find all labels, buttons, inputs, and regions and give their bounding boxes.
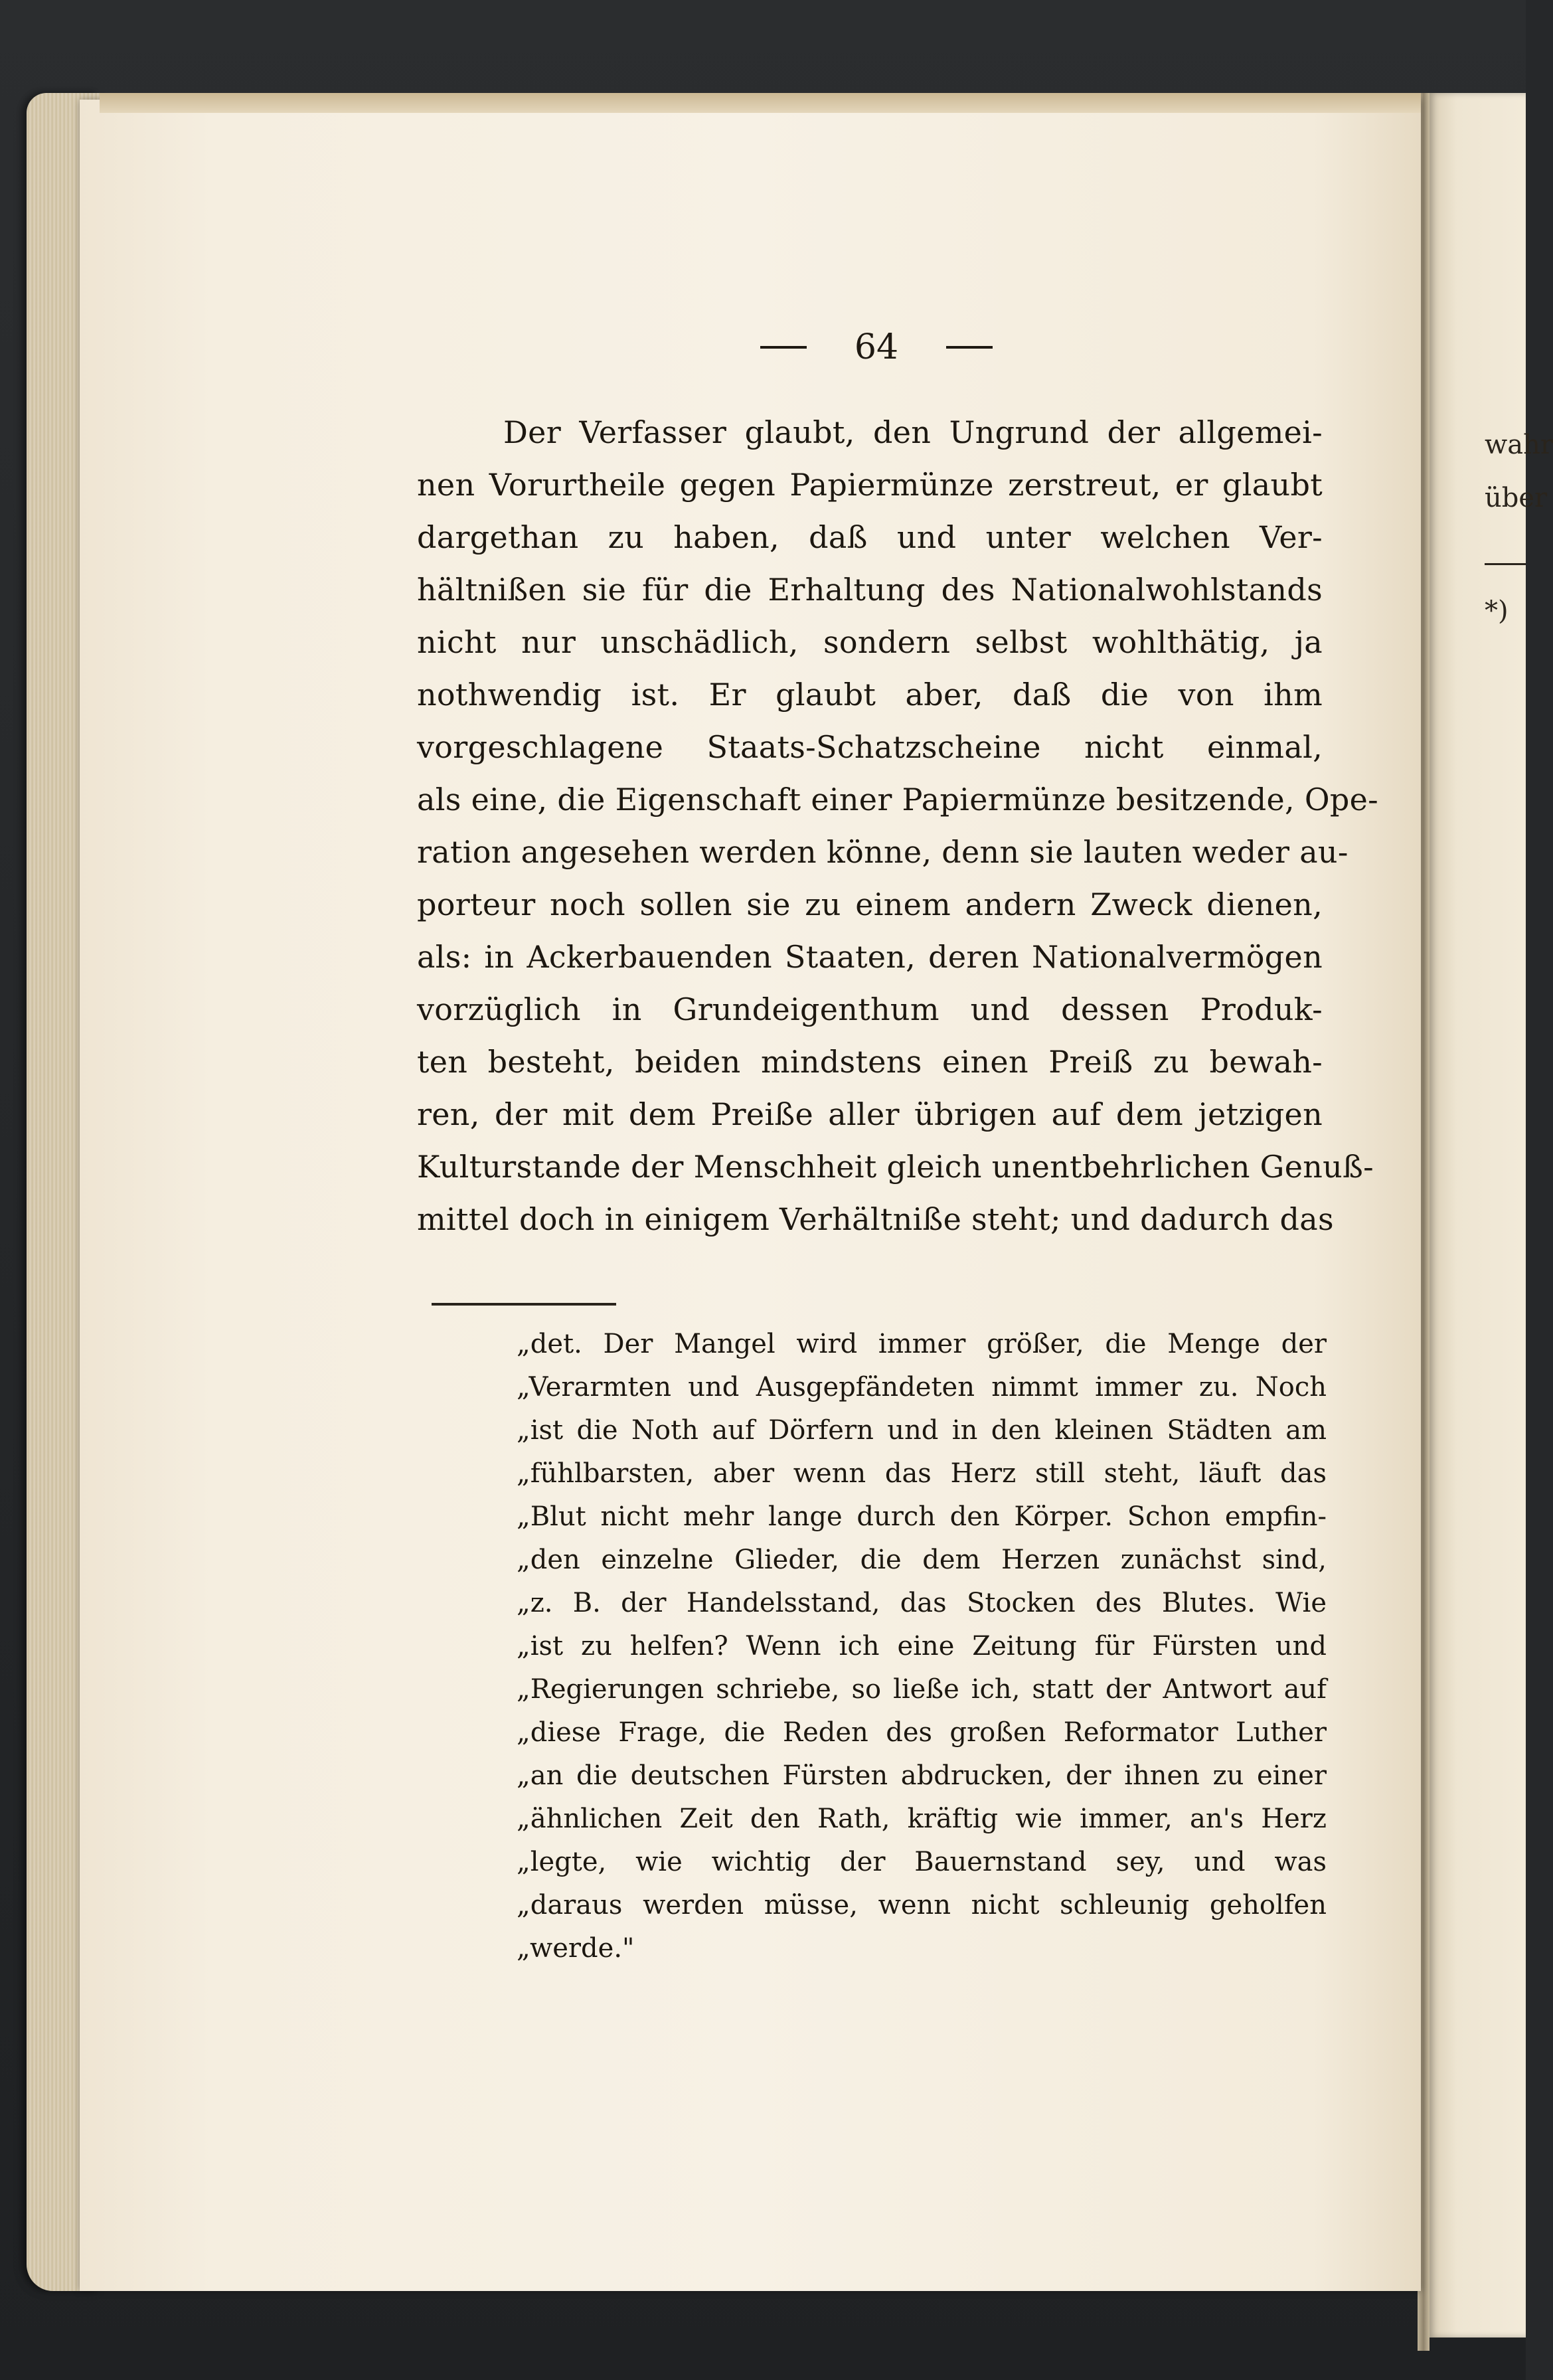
footnote-line: „werde." <box>517 1933 635 1964</box>
body-line: Kulturstande der Menschheit gleich unentbehrlichen Genuß- <box>417 1149 1374 1185</box>
body-line: mittel doch in einigem Verhältniße steht; und dadurch das <box>417 1201 1334 1237</box>
footnote-line: „fühlbarsten, aber wenn das Herz still steht, läuft das <box>517 1458 1327 1489</box>
footnote-line: „det. Der Mangel wird immer größer, die Menge der <box>517 1329 1327 1359</box>
facing-page-fragment: über <box>1485 483 1548 513</box>
facing-page-fragment: *) <box>1485 596 1509 626</box>
body-line: als: in Ackerbauenden Staaten, deren Nationalvermögen <box>417 939 1323 975</box>
page-header <box>704 324 1049 371</box>
body-line: hältnißen sie für die Erhaltung des Nationalwohlstands <box>417 572 1323 608</box>
footnote-rule <box>432 1303 616 1306</box>
footnote-line: „Regierungen schriebe, so ließe ich, statt der Antwort auf <box>517 1674 1327 1705</box>
footnote-line: „z. B. der Handelsstand, das Stocken des Blutes. Wie <box>517 1588 1327 1618</box>
body-line: nicht nur unschädlich, sondern selbst wohlthätig, ja <box>417 624 1323 660</box>
facing-page-rule <box>1485 563 1526 565</box>
footnote-line: „ist zu helfen? Wenn ich eine Zeitung für Fürsten und <box>517 1631 1327 1661</box>
footnote-line: „an die deutschen Fürsten abdrucken, der ihnen zu einer <box>517 1760 1327 1791</box>
body-line: Der Verfasser glaubt, den Ungrund der allgemei- <box>503 414 1323 450</box>
body-line: nothwendig ist. Er glaubt aber, daß die von ihm <box>417 677 1323 713</box>
body-line: dargethan zu haben, daß und unter welchen Ver- <box>417 519 1323 555</box>
footnote-line: „ähnlichen Zeit den Rath, kräftig wie immer, an's Herz <box>517 1804 1327 1834</box>
footnote-line: „Verarmten und Ausgepfändeten nimmt immer zu. Noch <box>517 1372 1327 1402</box>
page-number: 64 <box>854 327 899 367</box>
body-line: nen Vorurtheile gegen Papiermünze zerstreut, er glaubt <box>417 467 1323 503</box>
footnote-line: „ist die Noth auf Dörfern und in den kleinen Städten am <box>517 1415 1327 1446</box>
footnote-line: „daraus werden müsse, wenn nicht schleunig geholfen <box>517 1890 1327 1920</box>
body-line: als eine, die Eigenschaft einer Papiermünze besitzende, Ope- <box>417 782 1378 817</box>
body-line: porteur noch sollen sie zu einem andern Zweck dienen, <box>417 887 1323 922</box>
body-line: ration angesehen werden könne, denn sie lauten weder au- <box>417 834 1349 870</box>
facing-page-fragment: wahr <box>1485 430 1553 460</box>
page-top-edge <box>100 93 1421 113</box>
footnote-line: „Blut nicht mehr lange durch den Körper. Schon empfin- <box>517 1501 1327 1532</box>
body-text <box>417 406 1378 1246</box>
body-line: ten besteht, beiden mindstens einen Preiß zu bewah- <box>417 1044 1323 1080</box>
body-line: vorgeschlagene Staats-Schatzscheine nicht einmal, <box>417 729 1323 765</box>
footnote <box>517 1323 1327 1970</box>
body-line: ren, der mit dem Preiße aller übrigen auf dem jetzigen <box>417 1096 1323 1132</box>
footnote-line: „legte, wie wichtig der Bauernstand sey, und was <box>517 1847 1327 1877</box>
body-line: vorzüglich in Grundeigenthum und dessen Produk- <box>417 991 1323 1027</box>
header-dash-right <box>946 346 993 349</box>
header-dash-left <box>760 346 807 349</box>
footnote-line: „diese Frage, die Reden des großen Reformator Luther <box>517 1717 1327 1748</box>
footnote-line: „den einzelne Glieder, die dem Herzen zunächst sind, <box>517 1545 1327 1575</box>
